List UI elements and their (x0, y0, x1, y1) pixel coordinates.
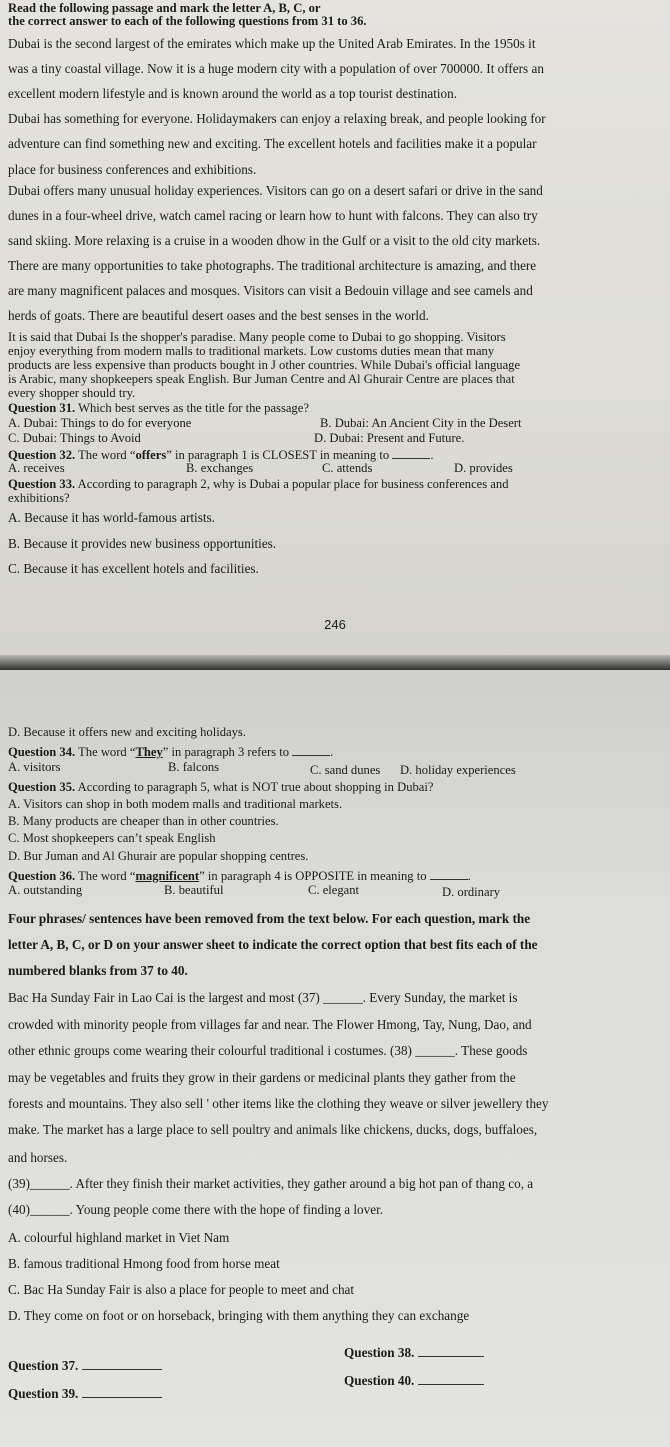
question-end: . (430, 448, 434, 462)
passage-line: dunes in a four-wheel drive, watch camel racing or learn how to hunt with falcons. They can also try (8, 208, 538, 223)
page-number: 246 (324, 617, 346, 632)
q32-option-a: A. receives (8, 461, 65, 475)
q36-option-d: D. ordinary (442, 885, 501, 899)
answer-label: Question 40. (344, 1373, 415, 1388)
exam-page-top (0, 0, 670, 655)
passage-line: may be vegetables and fruits they grow in their gardens or medicinal plants they gather from the (8, 1070, 516, 1085)
answer-blank[interactable] (82, 1357, 162, 1370)
question-36 (8, 867, 664, 884)
answer-blank[interactable] (418, 1344, 484, 1357)
q33-option-b: B. Because it provides new business opportunities. (8, 536, 277, 551)
q32-option-b: B. exchanges (186, 461, 254, 475)
q31-option-b: B. Dubai: An Ancient City in the Desert (320, 416, 522, 430)
question-label: Question 35. (8, 780, 76, 794)
answer-q38 (344, 1344, 484, 1360)
instruction-line-2: the correct answer to each of the following questions from 31 to 36. (8, 14, 367, 28)
q33-option-d: D. Because it offers new and exciting holidays. (8, 725, 246, 739)
q34-option-a: A. visitors (8, 760, 61, 774)
q34-option-d: D. holiday experiences (400, 763, 516, 777)
question-end: . (467, 869, 471, 883)
instruction-line-2: letter A, B, C, or D on your answer sheet to indicate the correct option that best fits each of the (8, 937, 538, 952)
q35-option-c: C. Most shopkeepers can’t speak English (8, 831, 216, 845)
instruction-line-1: Four phrases/ sentences have been removed from the text below. For each question, mark the (8, 911, 531, 926)
question-label: Question 33. (8, 477, 76, 491)
passage-line: crowded with minority people from villages far and near. The Flower Hmong, Tay, Nung, Dao, and (8, 1017, 532, 1032)
passage-line: It is said that Dubai Is the shopper's paradise. Many people come to Dubai to go shopping. Visitors (8, 330, 506, 344)
passage-line: There are many opportunities to take photographs. The traditional architecture is amazing, and there (8, 258, 537, 273)
gap-option-a: A. colourful highland market in Viet Nam (8, 1230, 230, 1245)
q32-option-d: D. provides (454, 461, 513, 475)
question-text: The word “ (78, 745, 136, 759)
passage-line: are many magnificent palaces and mosques. Visitors can visit a Bedouin village and see camels and (8, 283, 533, 298)
q35-option-a: A. Visitors can shop in both modem malls and traditional markets. (8, 797, 343, 811)
answer-blank[interactable] (418, 1372, 484, 1385)
passage-line: (40)______. Young people come there with the hope of finding a lover. (8, 1202, 384, 1217)
key-word: They (135, 745, 163, 759)
page-fold-shadow (0, 655, 670, 670)
answer-q39 (8, 1385, 162, 1401)
gap-option-b: B. famous traditional Hmong food from horse meat (8, 1256, 280, 1271)
question-text: The word “ (78, 448, 136, 462)
instruction-line-1: Read the following passage and mark the letter A, B, C, or (8, 1, 321, 15)
answer-label: Question 38. (344, 1345, 415, 1360)
passage-line: and horses. (8, 1150, 68, 1165)
q34-option-c: C. sand dunes (310, 763, 381, 777)
question-end: . (330, 745, 334, 759)
key-word: magnificent (135, 869, 200, 883)
passage-line: was a tiny coastal village. Now it is a huge modern city with a population of over 700000. It offers an (8, 61, 544, 76)
question-label: Question 31. (8, 401, 76, 415)
passage-line: make. The market has a large place to sell poultry and animals like chickens, ducks, dogs, buffaloes, (8, 1122, 538, 1137)
answer-blank[interactable] (292, 743, 330, 756)
question-text: According to paragraph 2, why is Dubai a popular place for business conferences and (77, 477, 509, 491)
q36-option-a: A. outstanding (8, 883, 83, 897)
passage-line: herds of goats. There are beautiful desert oases and the best senses in the world. (8, 308, 429, 323)
instruction-line-3: numbered blanks from 37 to 40. (8, 963, 188, 978)
q33-option-c: C. Because it has excellent hotels and facilities. (8, 561, 259, 576)
question-text: The word “ (78, 869, 136, 883)
passage-line: every shopper should try. (8, 386, 136, 400)
exam-page-bottom (0, 670, 670, 1447)
q31-option-c: C. Dubai: Things to Avoid (8, 431, 141, 445)
answer-q37 (8, 1357, 162, 1373)
question-31 (8, 401, 664, 416)
answer-blank[interactable] (82, 1385, 162, 1398)
q34-option-b: B. falcons (168, 760, 220, 774)
question-label: Question 32. (8, 448, 76, 462)
question-text: ” in paragraph 3 refers to (162, 745, 289, 759)
passage-line: enjoy everything from modern malls to traditional markets. Low customs duties mean that many (8, 344, 495, 358)
question-label: Question 36. (8, 869, 76, 883)
question-text: According to paragraph 5, what is NOT true about shopping in Dubai? (77, 780, 434, 794)
question-33 (8, 477, 664, 492)
q32-option-c: C. attends (322, 461, 373, 475)
passage-line: place for business conferences and exhibitions. (8, 162, 257, 177)
question-label: Question 34. (8, 745, 76, 759)
passage-line: excellent modern lifestyle and is known around the world as a top tourist destination. (8, 86, 458, 101)
passage-line: forests and mountains. They also sell ' other items like the clothing they weave or silver jewellery they (8, 1096, 549, 1111)
answer-label: Question 37. (8, 1358, 79, 1373)
question-33-cont: exhibitions? (8, 491, 70, 505)
passage-line: other ethnic groups come wearing their colourful traditional i costumes. (38) ______. These goods (8, 1043, 528, 1058)
question-35 (8, 780, 664, 795)
passage-line: adventure can find something new and exciting. The excellent hotels and facilities make it a popular (8, 136, 537, 151)
passage-line: is Arabic, many shopkeepers speak English. Bur Juman Centre and Al Ghurair Centre are places that (8, 372, 515, 386)
passage-line: sand skiing. More relaxing is a cruise in a wooden dhow in the Gulf or a visit to the old city markets. (8, 233, 541, 248)
q36-option-b: B. beautiful (164, 883, 224, 897)
answer-blank[interactable] (392, 446, 430, 459)
q35-option-b: B. Many products are cheaper than in other countries. (8, 814, 279, 828)
answer-blank[interactable] (430, 867, 468, 880)
question-text: Which best serves as the title for the passage? (78, 401, 309, 415)
gap-option-d: D. They come on foot or on horseback, bringing with them anything they can exchange (8, 1308, 470, 1323)
q31-option-d: D. Dubai: Present and Future. (314, 431, 465, 445)
gap-option-c: C. Bac Ha Sunday Fair is also a place for people to meet and chat (8, 1282, 355, 1297)
question-text: ” in paragraph 4 is OPPOSITE in meaning to (199, 869, 427, 883)
passage-line: products are less expensive than products bought in J other countries. While Dubai's official language (8, 358, 521, 372)
answer-q40 (344, 1372, 484, 1388)
q36-option-c: C. elegant (308, 883, 360, 897)
question-34 (8, 743, 664, 760)
q35-option-d: D. Bur Juman and Al Ghurair are popular shopping centres. (8, 849, 309, 863)
q33-option-a: A. Because it has world-famous artists. (8, 510, 215, 525)
passage-line: (39)______. After they finish their market activities, they gather around a big hot pan of thang co, a (8, 1176, 534, 1191)
answer-label: Question 39. (8, 1386, 79, 1401)
passage-line: Dubai offers many unusual holiday experiences. Visitors can go on a desert safari or drive in the sand (8, 183, 543, 198)
passage-line: Dubai is the second largest of the emirates which make up the United Arab Emirates. In the 1950s it (8, 36, 536, 51)
passage-line: Bac Ha Sunday Fair in Lao Cai is the largest and most (37) ______. Every Sunday, the market is (8, 990, 518, 1005)
q31-option-a: A. Dubai: Things to do for everyone (8, 416, 192, 430)
question-text: ” in paragraph 1 is CLOSEST in meaning to (166, 448, 390, 462)
key-word: offers (135, 448, 167, 462)
passage-line: Dubai has something for everyone. Holidaymakers can enjoy a relaxing break, and people looking for (8, 111, 546, 126)
